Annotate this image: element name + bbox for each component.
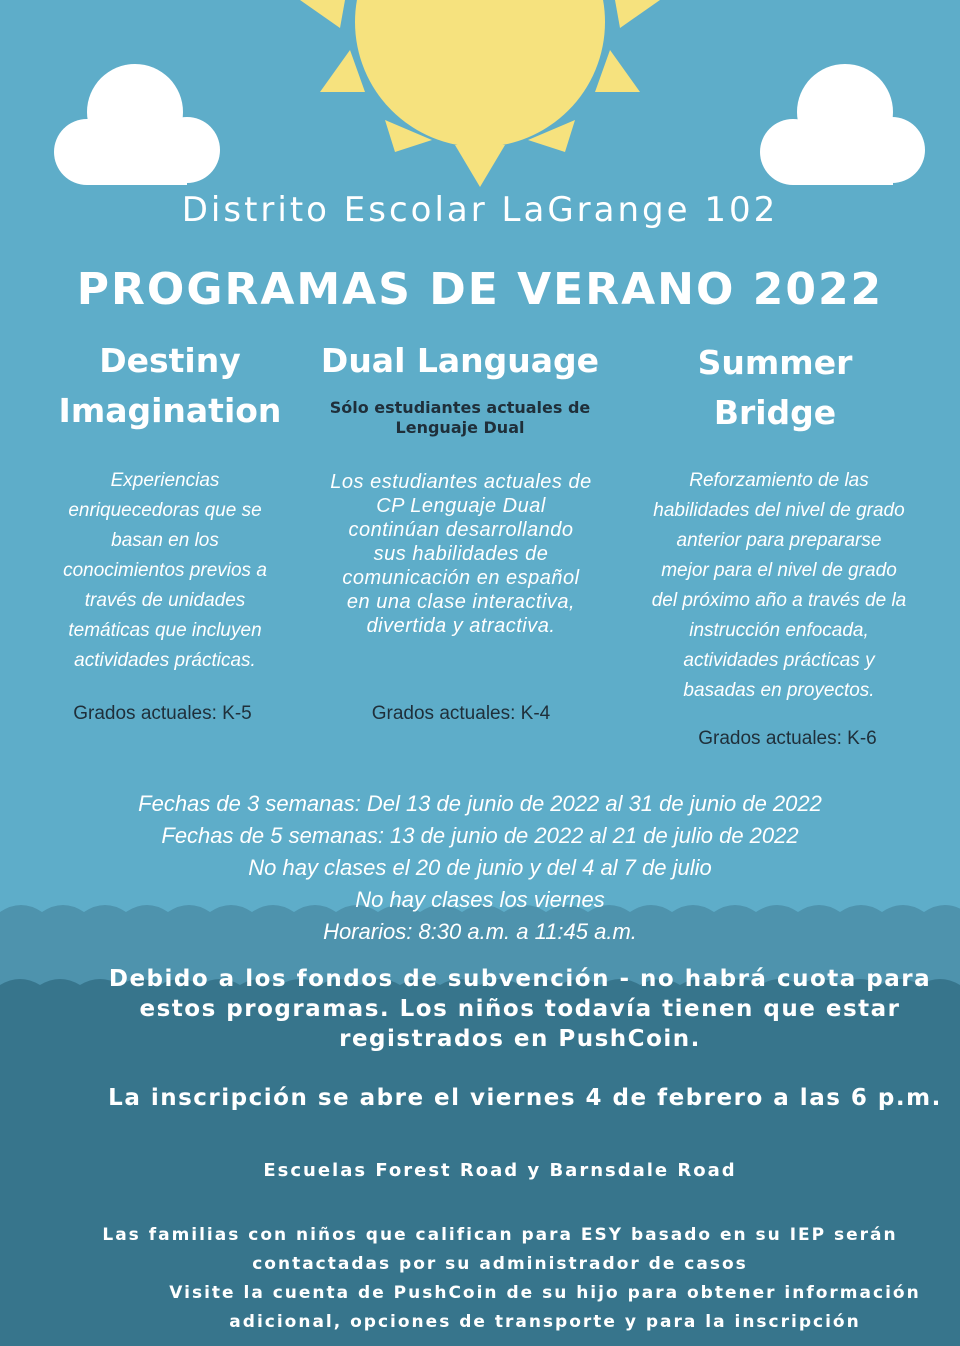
schedule-line: No hay clases el 20 de junio y del 4 al 7 de julio [248, 855, 712, 880]
esy-notice: Las familias con niños que califican para ESY basado en su IEP serán contactadas por su administrador de casos [102, 1225, 898, 1274]
schedule-line: Fechas de 3 semanas: Del 13 de junio de 2022 al 31 de junio de 2022 [138, 791, 822, 816]
program-description-dual-language: Los estudiantes actuales de CP Lenguaje Dual continúan desarrollando sus habilidades de comunicación en español en una clase interactiva, divertida y atractiva. [330, 471, 592, 637]
program-description-summer-bridge: Reforzamiento de las habilidades del nivel de grado anterior para prepararse mejor para el nivel de grado del próximo año a través de la instrucción enfocada, actividades prácticas y basadas en proyectos. [651, 470, 907, 701]
pushcoin-notice: Visite la cuenta de PushCoin de su hijo para obtener información adicional, opciones de transporte y para la inscripción [169, 1283, 921, 1332]
program-title-summer-bridge: Summer Bridge [697, 343, 853, 432]
page-title: PROGRAMAS DE VERANO 2022 [76, 264, 884, 315]
district-name: Distrito Escolar LaGrange 102 [181, 190, 779, 230]
schedule-line: Horarios: 8:30 a.m. a 11:45 a.m. [323, 919, 637, 944]
program-grades-dual-language: Grados actuales: K-4 [371, 703, 551, 724]
program-grades-summer-bridge: Grados actuales: K-6 [698, 728, 877, 749]
registration-notice: La inscripción se abre el viernes 4 de febrero a las 6 p.m. [108, 1085, 942, 1111]
fee-notice: Debido a los fondos de subvención - no habrá cuota para estos programas. Los niños todavía tienen que estar registrados en PushCoin. [108, 966, 932, 1052]
schools-line: Escuelas Forest Road y Barnsdale Road [263, 1160, 737, 1181]
schedule-block [0, 788, 960, 948]
schedule-line: No hay clases los viernes [355, 887, 605, 912]
program-title-dual-language: Dual Language [320, 341, 600, 380]
program-description-destiny: Experiencias enriquecedoras que se basan en los conocimientos previos a través de unidades temáticas que incluyen actividades prácticas. [63, 470, 267, 671]
program-title-destiny: Destiny Imagination [58, 341, 282, 430]
program-subtitle-dual-language: Sólo estudiantes actuales de Lenguaje Dual [329, 398, 591, 437]
program-grades-destiny: Grados actuales: K-5 [73, 703, 252, 724]
schedule-line: Fechas de 5 semanas: 13 de junio de 2022 al 21 de julio de 2022 [161, 823, 799, 848]
